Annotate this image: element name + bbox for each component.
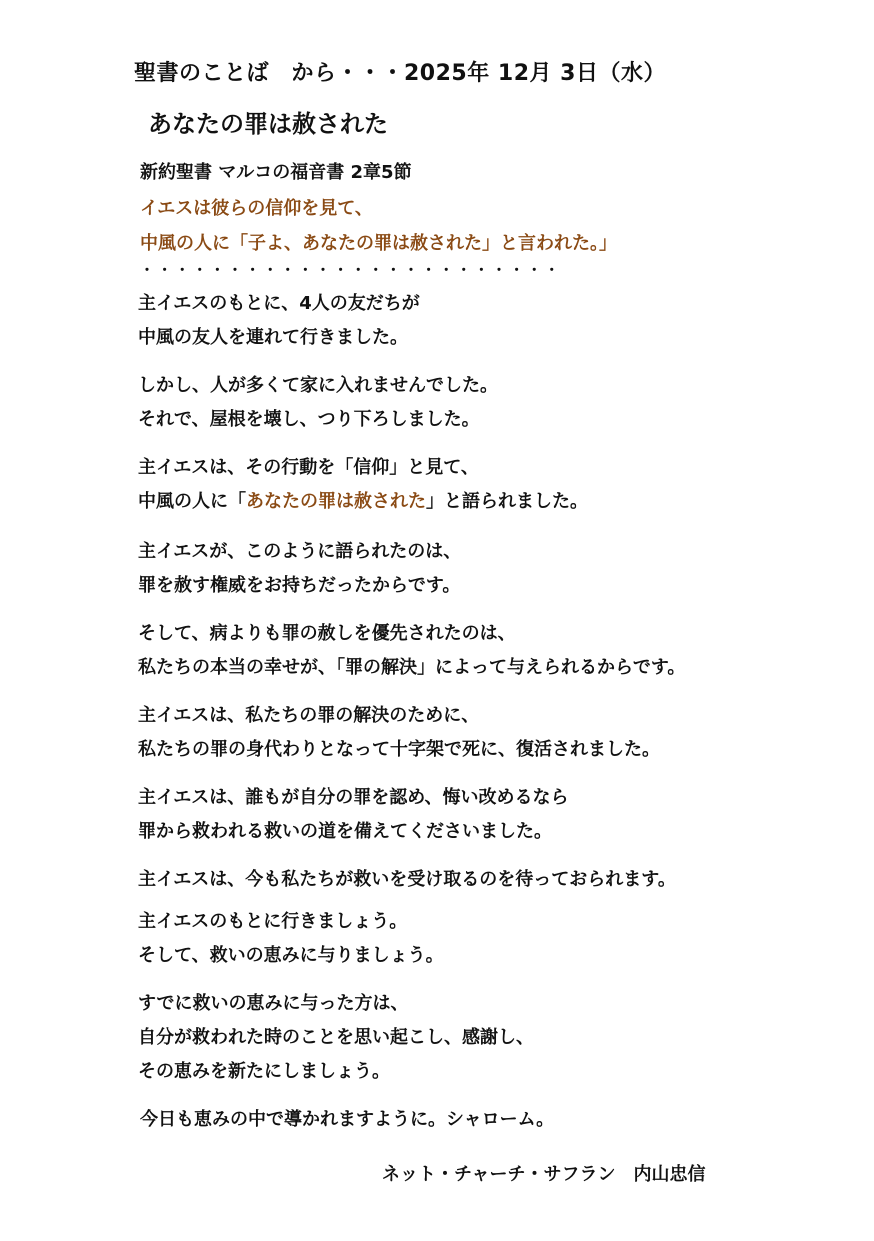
- paragraph-10: [138, 987, 534, 1089]
- paragraph-5: [138, 617, 685, 685]
- verse-line-2-after: と言われた。」: [500, 233, 617, 254]
- verse-quote-close: 」: [482, 233, 500, 254]
- paragraph-line: しかし、人が多くて家に入れませんでした。: [138, 375, 498, 396]
- paragraph-line: 中風の友人を連れて行きました。: [138, 327, 408, 348]
- paragraph-8: [138, 863, 676, 897]
- paragraph-line: 主イエスは、誰もが自分の罪を認め、悔い改めるなら: [138, 787, 569, 808]
- scripture-reference: 新約聖書 マルコの福音書 2章5節: [140, 162, 412, 183]
- paragraph-line: 今日も恵みの中で導かれますように。シャローム。: [140, 1109, 555, 1130]
- paragraph-6: [138, 699, 660, 767]
- author-signature: ネット・チャーチ・サフラン 内山忠信: [382, 1164, 706, 1185]
- p3-line2-after: 」と語られました。: [426, 491, 588, 512]
- paragraph-line: 主イエスのもとに行きましょう。: [138, 911, 408, 932]
- verse-line-2-before: 中風の人に: [140, 233, 230, 254]
- paragraph-2: [138, 369, 498, 437]
- paragraph-line: 罪を赦す権威をお持ちだったからです。: [138, 575, 461, 596]
- paragraph-line: その恵みを新たにしましょう。: [138, 1061, 390, 1082]
- paragraph-line: すでに救いの恵みに与った方は、: [138, 993, 409, 1014]
- paragraph-1: [138, 287, 420, 355]
- paragraph-line: 主イエスが、このように語られたのは、: [138, 541, 462, 562]
- paragraph-9: [138, 905, 444, 973]
- paragraph-line: そして、病よりも罪の赦しを優先されたのは、: [138, 623, 516, 644]
- paragraph-line: [138, 485, 588, 519]
- paragraph-line: 主イエスは、今も私たちが救いを受け取るのを待っておられます。: [138, 869, 676, 890]
- page-title: あなたの罪は赦された: [148, 110, 388, 138]
- scripture-verse-line-1: イエスは彼らの信仰を見て、: [140, 198, 373, 219]
- paragraph-line: 主イエスは、私たちの罪の解決のために、: [138, 705, 480, 726]
- paragraph-line: それで、屋根を壊し、つり下ろしました。: [138, 409, 480, 430]
- paragraph-line: 私たちの本当の幸せが、「罪の解決」によって与えられるからです。: [138, 657, 686, 678]
- paragraph-line: そして、救いの恵みに与りましょう。: [138, 945, 444, 966]
- p3-highlighted-quote: あなたの罪は赦された: [246, 491, 426, 512]
- dotted-separator: ・・・・・・・・・・・・・・・・・・・・・・・・: [140, 263, 563, 279]
- paragraph-4: [138, 535, 461, 603]
- paragraph-line: 自分が救われた時のことを思い起こし、感謝し、: [138, 1027, 534, 1048]
- header-date-line: 聖書のことば から・・・2025年 12月 3日（水）: [134, 61, 666, 86]
- paragraph-line: 罪から救われる救いの道を備えてくださいました。: [138, 821, 552, 842]
- p3-line2-before: 中風の人に「: [138, 491, 246, 512]
- scripture-verse-line-2: [140, 229, 617, 255]
- closing-blessing: [140, 1103, 554, 1137]
- paragraph-line: 主イエスのもとに、4人の友だちが: [138, 293, 420, 314]
- verse-quote: 子よ、あなたの罪は赦された: [248, 233, 482, 254]
- paragraph-line: 私たちの罪の身代わりとなって十字架で死に、復活されました。: [138, 739, 660, 760]
- paragraph-3: [138, 451, 588, 519]
- paragraph-7: [138, 781, 569, 849]
- paragraph-line: 主イエスは、その行動を「信仰」と見て、: [138, 457, 479, 478]
- verse-quote-open: 「: [230, 233, 248, 254]
